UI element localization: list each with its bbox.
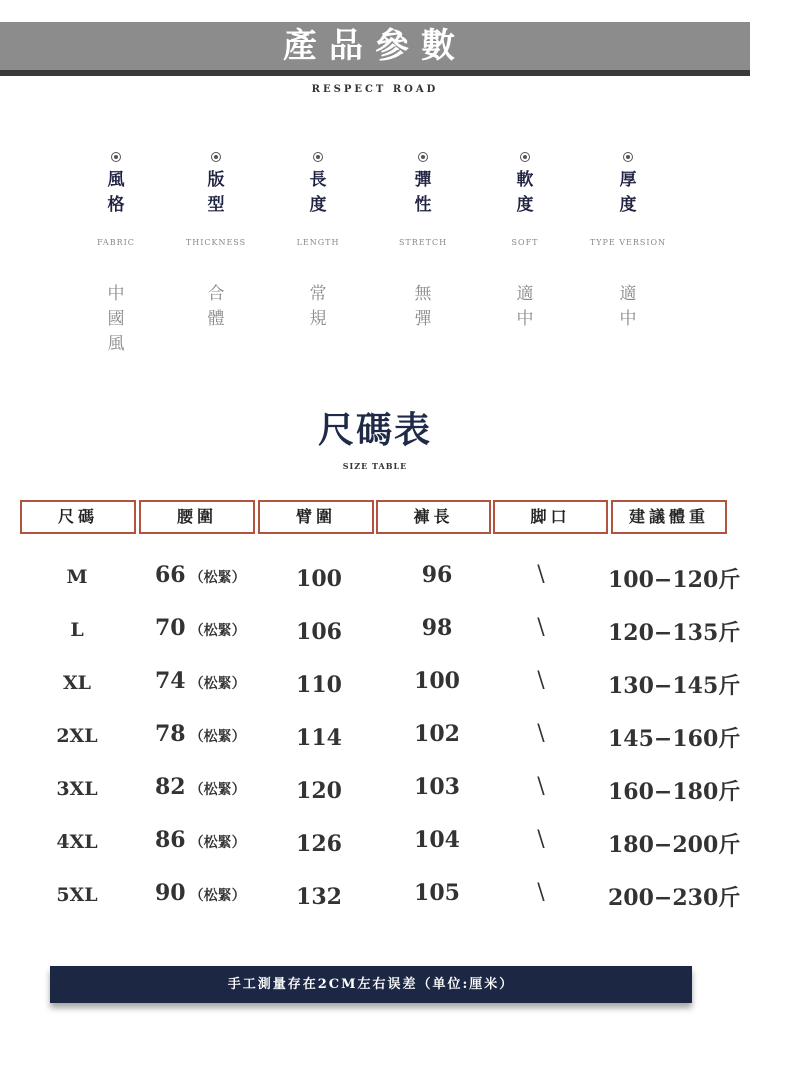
cell-waist: 66 （松緊） xyxy=(155,562,246,588)
cell-waist: 78 （松緊） xyxy=(155,721,246,747)
param-length xyxy=(278,152,358,218)
param-en-label: TYPE VERSION xyxy=(589,238,667,247)
cell-cuff: \ xyxy=(537,668,545,693)
cell-length: 103 xyxy=(414,774,460,800)
page-title: 產品參數 xyxy=(283,26,467,66)
radio-dot-icon xyxy=(418,152,428,162)
cell-weight: 145−160斤 xyxy=(608,726,741,752)
cell-length: 102 xyxy=(414,721,460,747)
cell-weight: 130−145斤 xyxy=(608,673,741,699)
size-table-subtitle: SIZE TABLE xyxy=(342,461,408,471)
cell-cuff: \ xyxy=(537,827,545,852)
cell-arm: 100 xyxy=(296,566,342,592)
cell-length: 98 xyxy=(421,615,453,641)
cell-weight: 120−135斤 xyxy=(608,620,741,646)
cell-size: L xyxy=(70,619,84,641)
measurement-note: 手工測量存在2CM左右误差（单位:厘米） xyxy=(50,966,692,1003)
param-value: 無彈 xyxy=(414,284,432,329)
cell-size: 3XL xyxy=(56,778,98,800)
cell-waist: 82 （松緊） xyxy=(155,774,246,800)
param-label: 厚度 xyxy=(619,170,637,215)
cell-waist: 86 （松緊） xyxy=(155,827,246,853)
param-style xyxy=(76,152,156,218)
header-underline xyxy=(0,70,750,76)
param-stretch xyxy=(383,152,463,218)
param-label: 版型 xyxy=(207,170,225,215)
cell-length: 105 xyxy=(414,880,460,906)
header-length: 褲長 xyxy=(376,500,491,534)
param-fit xyxy=(176,152,256,218)
param-value: 適中 xyxy=(619,284,637,329)
header-weight: 建議體重 xyxy=(611,500,727,534)
size-table-title: 尺碼表 xyxy=(317,409,432,451)
param-en-label: LENGTH xyxy=(296,238,340,247)
radio-dot-icon xyxy=(623,152,633,162)
cell-cuff: \ xyxy=(537,562,545,587)
cell-arm: 132 xyxy=(296,884,342,910)
cell-length: 104 xyxy=(414,827,460,853)
cell-cuff: \ xyxy=(537,774,545,799)
header-waist: 腰圍 xyxy=(139,500,255,534)
param-en-label: FABRIC xyxy=(97,238,135,247)
param-value: 適中 xyxy=(516,284,534,329)
param-value: 合體 xyxy=(207,284,225,329)
cell-waist: 74 （松緊） xyxy=(155,668,246,694)
param-en-label: THICKNESS xyxy=(185,238,247,247)
cell-size: XL xyxy=(62,672,92,694)
radio-dot-icon xyxy=(313,152,323,162)
param-softness xyxy=(485,152,565,218)
radio-dot-icon xyxy=(520,152,530,162)
header-cuff: 脚口 xyxy=(493,500,608,534)
param-label: 軟度 xyxy=(516,170,534,215)
radio-dot-icon xyxy=(111,152,121,162)
cell-arm: 126 xyxy=(296,831,342,857)
cell-weight: 200−230斤 xyxy=(608,885,741,911)
header-size: 尺碼 xyxy=(20,500,136,534)
cell-weight: 180−200斤 xyxy=(608,832,741,858)
cell-arm: 110 xyxy=(296,672,342,698)
param-value: 中國風 xyxy=(107,284,125,354)
param-en-label: SOFT xyxy=(511,238,539,247)
header-arm: 臂圍 xyxy=(258,500,374,534)
param-label: 風格 xyxy=(107,170,125,215)
cell-weight: 100−120斤 xyxy=(608,567,741,593)
param-label: 長度 xyxy=(309,170,327,215)
radio-dot-icon xyxy=(211,152,221,162)
cell-length: 100 xyxy=(414,668,460,694)
param-en-label: STRETCH xyxy=(398,238,448,247)
cell-cuff: \ xyxy=(537,721,545,746)
param-label: 彈性 xyxy=(414,170,432,215)
cell-length: 96 xyxy=(421,562,453,588)
param-value: 常規 xyxy=(309,284,327,329)
cell-cuff: \ xyxy=(537,880,545,905)
cell-size: 2XL xyxy=(56,725,98,747)
cell-arm: 106 xyxy=(296,619,342,645)
cell-waist: 90 （松緊） xyxy=(155,880,246,906)
cell-arm: 120 xyxy=(296,778,342,804)
cell-waist: 70 （松緊） xyxy=(155,615,246,641)
cell-size: 4XL xyxy=(56,831,98,853)
param-thickness xyxy=(588,152,668,218)
page-subtitle: RESPECT ROAD xyxy=(311,84,439,95)
cell-cuff: \ xyxy=(537,615,545,640)
cell-arm: 114 xyxy=(296,725,342,751)
cell-size: 5XL xyxy=(56,884,98,906)
cell-weight: 160−180斤 xyxy=(608,779,741,805)
cell-size: M xyxy=(66,566,88,588)
